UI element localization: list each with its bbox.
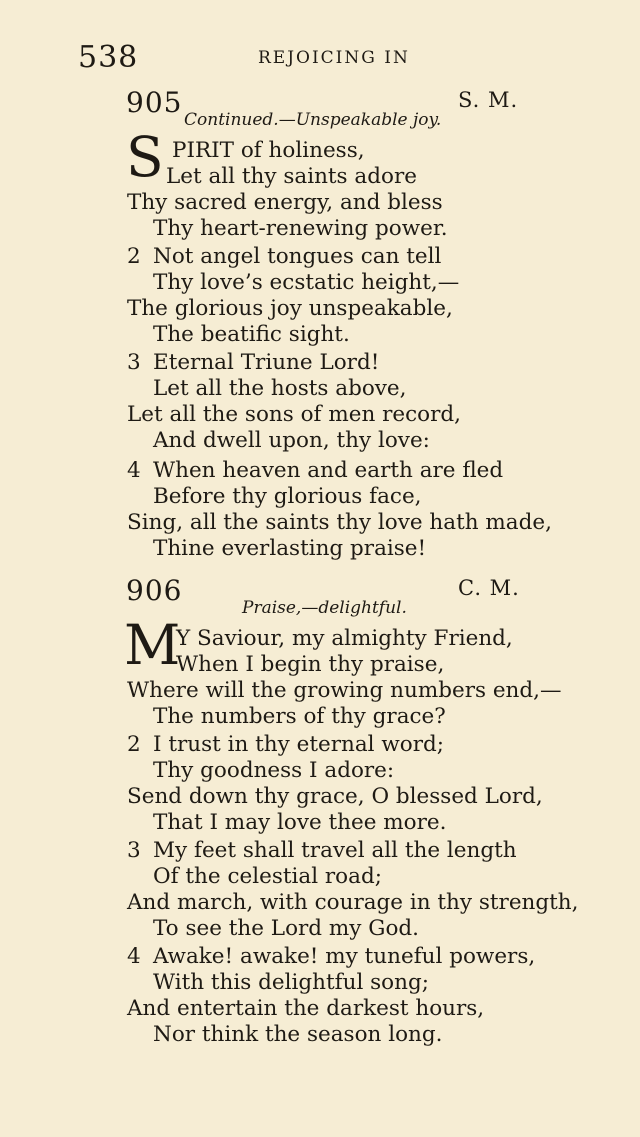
hymn-meter: C. M. bbox=[458, 576, 520, 600]
verse-line: Eternal Triune Lord! bbox=[153, 350, 380, 375]
stanza-number: 3 bbox=[127, 838, 141, 863]
running-head: REJOICING IN bbox=[258, 48, 410, 68]
verse-line: When heaven and earth are fled bbox=[153, 458, 504, 483]
verse-line: Thine everlasting praise! bbox=[153, 536, 427, 561]
verse-line: And entertain the darkest hours, bbox=[127, 996, 485, 1021]
drop-cap: M bbox=[124, 613, 181, 677]
verse-line: Thy heart-renewing power. bbox=[153, 216, 448, 241]
verse-line: The glorious joy unspeakable, bbox=[127, 296, 453, 321]
verse-line: Let all thy saints adore bbox=[166, 164, 417, 189]
verse-line: PIRIT of holiness, bbox=[172, 138, 365, 163]
verse-line: Before thy glorious face, bbox=[153, 484, 422, 509]
stanza-number: 4 bbox=[127, 944, 141, 969]
verse-line: Sing, all the saints thy love hath made, bbox=[127, 510, 552, 535]
verse-line: Let all the hosts above, bbox=[153, 376, 407, 401]
verse-line: My feet shall travel all the length bbox=[153, 838, 517, 863]
verse-line: And dwell upon, thy love: bbox=[153, 428, 430, 453]
verse-line: When I begin thy praise, bbox=[176, 652, 445, 677]
hymn-number: 906 bbox=[126, 574, 183, 607]
stanza-number: 3 bbox=[127, 350, 141, 375]
stanza-number: 2 bbox=[127, 244, 141, 269]
drop-cap: S bbox=[126, 125, 164, 189]
verse-line: Thy love’s ecstatic height,— bbox=[153, 270, 460, 295]
verse-line: That I may love thee more. bbox=[153, 810, 447, 835]
verse-line: The beatific sight. bbox=[153, 322, 350, 347]
hymn-subtitle: Praise,—delightful. bbox=[242, 598, 407, 618]
verse-line: Let all the sons of men record, bbox=[127, 402, 462, 427]
verse-line: To see the Lord my God. bbox=[153, 916, 419, 941]
hymn-number: 905 bbox=[126, 86, 183, 119]
stanza-number: 2 bbox=[127, 732, 141, 757]
verse-line: The numbers of thy grace? bbox=[153, 704, 446, 729]
verse-line: Thy goodness I adore: bbox=[153, 758, 395, 783]
verse-line: Of the celestial road; bbox=[153, 864, 382, 889]
verse-line: Send down thy grace, O blessed Lord, bbox=[127, 784, 543, 809]
verse-line: Y Saviour, my almighty Friend, bbox=[176, 626, 513, 651]
verse-line: Nor think the season long. bbox=[153, 1022, 443, 1047]
verse-line: Not angel tongues can tell bbox=[153, 244, 442, 269]
hymn-subtitle: Continued.—Unspeakable joy. bbox=[184, 110, 442, 130]
verse-line: And march, with courage in thy strength, bbox=[127, 890, 579, 915]
verse-line: I trust in thy eternal word; bbox=[153, 732, 444, 757]
hymn-meter: S. M. bbox=[458, 88, 519, 112]
verse-line: Awake! awake! my tuneful powers, bbox=[153, 944, 536, 969]
verse-line: Where will the growing numbers end,— bbox=[127, 678, 562, 703]
stanza-number: 4 bbox=[127, 458, 141, 483]
verse-line: With this delightful song; bbox=[153, 970, 429, 995]
page-number: 538 bbox=[78, 40, 139, 75]
verse-line: Thy sacred energy, and bless bbox=[127, 190, 443, 215]
